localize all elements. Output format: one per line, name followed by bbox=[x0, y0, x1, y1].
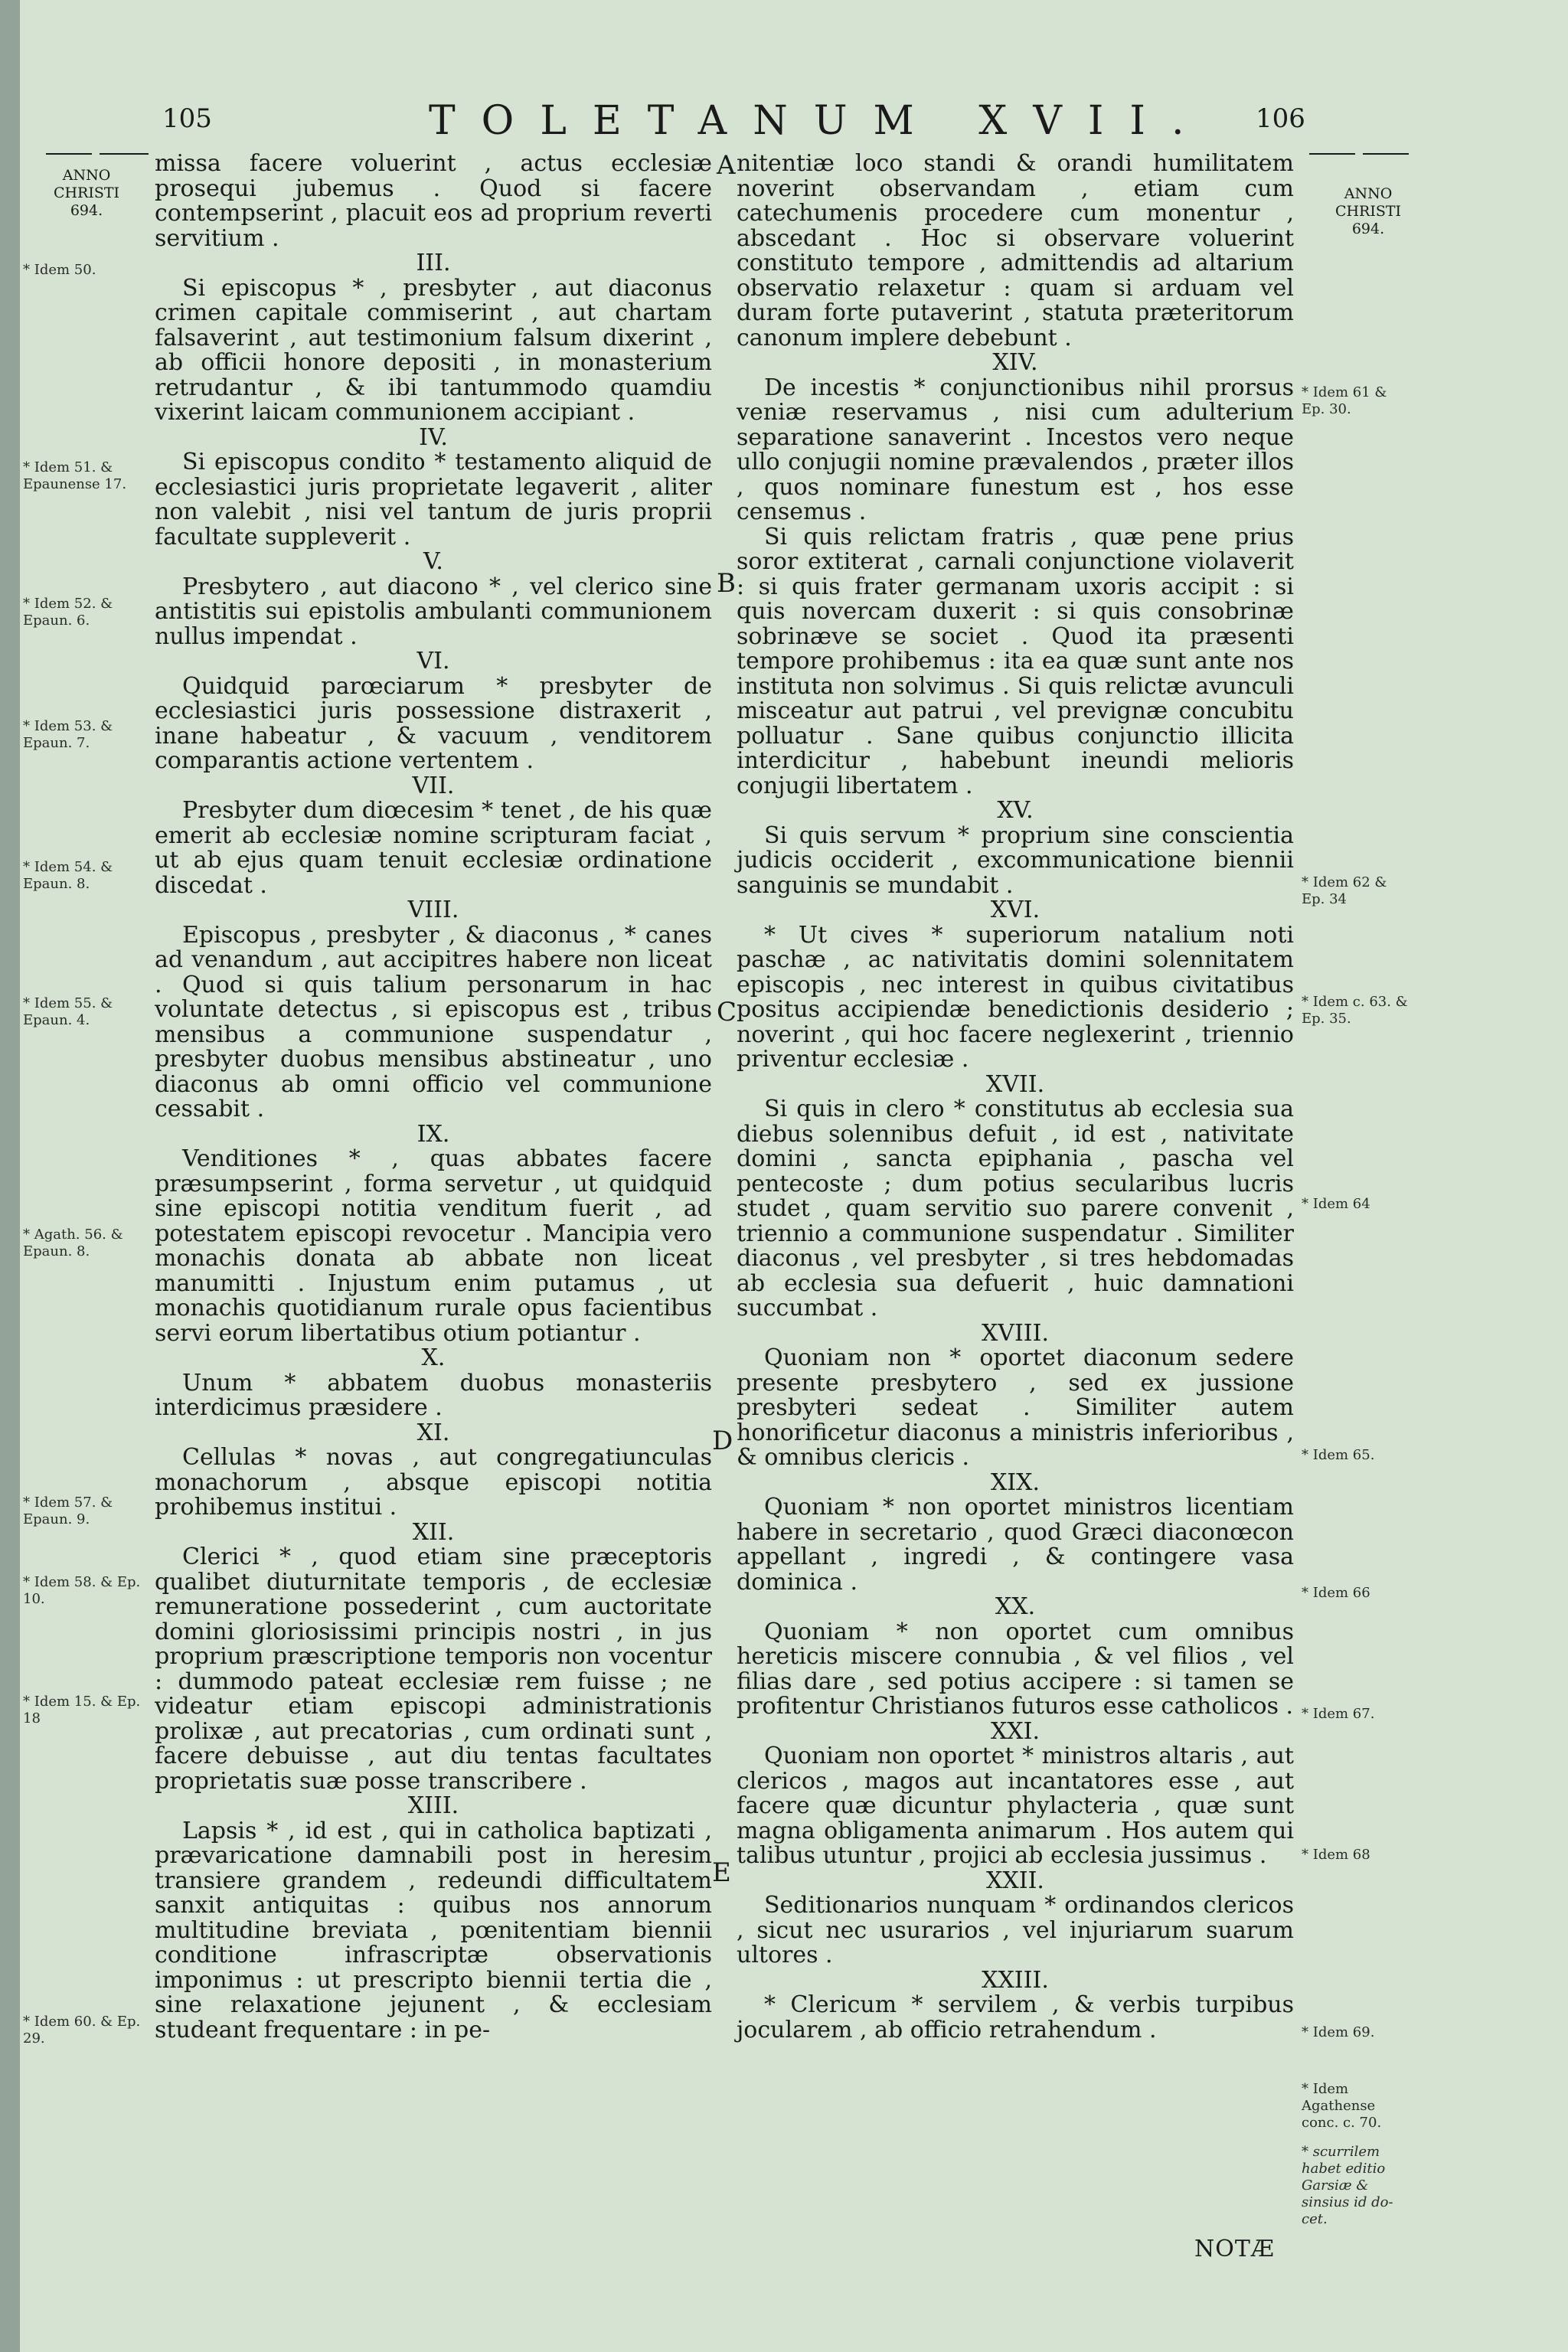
running-title: TOLETANUM XVII. bbox=[429, 98, 1210, 144]
canon-number-21: XXI. bbox=[990, 1717, 1040, 1745]
canon-number-15: XV. bbox=[997, 797, 1034, 824]
canon-20-text: Quoniam * non oportet cum omnibus hereticis miscere connubia , & vel filios , vel filias dare , sed potius accipere : si tamen se profitentur Christianos futuros esse catholicos . bbox=[737, 1618, 1294, 1720]
canon-number-12: XII. bbox=[412, 1518, 455, 1546]
anno-right-line-1: ANNO bbox=[1344, 185, 1393, 202]
rule-left-2 bbox=[100, 153, 149, 155]
right-paragraph-1: nitentiæ loco standi & orandi humilitatem noverint observandam , etiam cum catechumenis procedere cum monentur , abscedant . Hoc si observare voluerint constituto tempore , admittendis ad altarium observatio relaxetur : quam si arduam vel duram forte putaverint , statuta præteritorum canonum implere debebunt . bbox=[737, 150, 1294, 351]
canon-14-text-2: Si quis relictam fratris , quæ pene prius soror extiterat , carnali conjunctione violaverit : si quis frater germanam uxoris accipit : si quis novercam duxerit : si quis consobrinæ sobrinæve se societ . Quod ita præsenti tempore prohibemus : ita ea quæ sunt ante nos instituta non solvimus . Si quis relictæ avunculi misceatur aut patrui , vel prevignæ concubitu polluatur . Sane quibus conjunctio illicita interdicitur , habebunt ineundi melioris conjugii libertatem . bbox=[737, 523, 1294, 799]
canon-3-text: Si episcopus * , presbyter , aut diaconus crimen capitale commiserint , aut chartam falsaverint , aut testimonium falsum dixerint , ab officii honore depositi , in monasterium retrudantur , & ibi tantummodo quamdiu vixerint laicam communionem accipiant . bbox=[155, 274, 712, 426]
canon-4-text: Si episcopus condito * testamento aliquid de ecclesiastici juris proprietate legaverit , aliter non valebit , nisi vel tantum de juris proprii facultate suppleverit . bbox=[155, 449, 712, 550]
anno-left-line-2: CHRISTI bbox=[53, 185, 120, 201]
margin-note-16: * Idem c. 63. & Ep. 35. bbox=[1302, 994, 1408, 1027]
page-number-left: 105 bbox=[162, 103, 212, 134]
page-number-right: 106 bbox=[1256, 103, 1305, 134]
margin-note-18: * Idem 65. bbox=[1302, 1447, 1375, 1463]
margin-note-8: * Idem 55. & Epaun. 4. bbox=[23, 995, 113, 1028]
margin-note-23b: * scurrilem habet editio Garsiæ & sinsius id do- cet. bbox=[1302, 2144, 1393, 2227]
canon-number-13: XIII. bbox=[407, 1792, 459, 1819]
canon-number-11: XI. bbox=[416, 1419, 450, 1446]
right-column bbox=[737, 152, 1294, 2043]
margin-note-23a: * Idem Agathense conc. c. 70. bbox=[1302, 2081, 1382, 2131]
margin-note-20: * Idem 67. bbox=[1302, 1706, 1375, 1722]
canon-22-text: Seditionarios nunquam * ordinandos clericos , sicut nec usurarios , vel injuriarum suarum ultores . bbox=[737, 1892, 1294, 1968]
margin-note-4: * Idem 51. & Epaunense 17. bbox=[23, 459, 127, 492]
canon-8-text: Episcopus , presbyter , & diaconus , * canes ad venandum , aut accipitres habere non liceat . Quod si quis talium personarum in hac voluntate detectus , si episcopus est , tribus mensibus a communione suspendatur , presbyter duobus mensibus abstineatur , uno diaconus ab omni officio vel communione cessabit . bbox=[155, 921, 712, 1122]
canon-number-3: III. bbox=[416, 250, 451, 276]
canon-11-text: Cellulas * novas , aut congregatiunculas monachorum , absque episcopi notitia prohibemus institui . bbox=[155, 1444, 712, 1521]
margin-note-3: * Idem 50. bbox=[23, 262, 96, 278]
rule-left-1 bbox=[46, 153, 92, 155]
canon-14-text: De incestis * conjunctionibus nihil prorsus veniæ reservamus , nisi cum adulterium separatione sanaverint . Incestos vero neque ullo conjugii nomine prævalendos , præter illos , quos nominare funestum est , hos esse censemus . bbox=[737, 374, 1294, 525]
canon-18-text: Quoniam non * oportet diaconum sedere presente presbytero , sed ex jussione presbyteri sedeat . Similiter autem honorificetur diaconus a ministris inferioribus , & omnibus clericis . bbox=[737, 1344, 1294, 1471]
anno-left-line-1: ANNO bbox=[62, 167, 111, 184]
margin-note-11: * Idem 58. & Ep. 10. bbox=[23, 1574, 141, 1607]
canon-number-6: VI. bbox=[416, 648, 450, 675]
margin-note-6: * Idem 53. & Epaun. 7. bbox=[23, 718, 113, 751]
canon-number-16: XVI. bbox=[990, 897, 1040, 923]
anno-right bbox=[1318, 185, 1418, 238]
margin-note-9: * Agath. 56. & Epaun. 8. bbox=[23, 1227, 123, 1259]
margin-note-22: * Idem 69. bbox=[1302, 2024, 1375, 2040]
margin-note-17: * Idem 64 bbox=[1302, 1196, 1370, 1212]
canon-10-text: Unum * abbatem duobus monasteriis interdicimus præsidere . bbox=[155, 1369, 712, 1421]
canon-number-17: XVII. bbox=[985, 1070, 1045, 1098]
canon-number-10: X. bbox=[421, 1344, 446, 1371]
anno-left-line-3: 694. bbox=[70, 202, 103, 219]
anno-right-line-3: 694. bbox=[1351, 220, 1385, 237]
rule-right-2 bbox=[1363, 153, 1409, 155]
canon-23-text: * Clericum * servilem , & verbis turpibus jocularem , ab officio retrahendum . bbox=[737, 1991, 1294, 2043]
canon-16-text: * Ut cives * superiorum natalium noti paschæ , ac nativitatis domini solennitatem episcopis , nec interest in quibus civitatibus positus accipiendæ benedictionis desiderio ; noverint , qui hoc facere neglexerint , triennio priventur ecclesiæ . bbox=[737, 921, 1294, 1073]
canon-number-8: VIII. bbox=[407, 897, 459, 923]
canon-9-text: Venditiones * , quas abbates facere præsumpserint , forma servetur , ut quidquid sine episcopi notitia venditum fuerit , ad potestatem episcopi revocetur . Mancipia vero monachis donata ab abbate non liceat manumitti . Injustum enim putamus , ut monachis quotidianum rurale opus facientibus servi eorum libertatibus otium potiantur . bbox=[155, 1145, 712, 1347]
notes-heading: NOTÆ bbox=[1194, 2236, 1275, 2262]
left-column bbox=[155, 152, 712, 2043]
margin-note-21: * Idem 68 bbox=[1302, 1847, 1370, 1863]
canon-17-text: Si quis in clero * constitutus ab ecclesia sua diebus solennibus defuit , id est , nativitate domini , sancta epiphania , pascha vel pentecoste ; dum potius secularibus lucris studet , quam servitio suo parere convenit , triennio a communione suspendatur . Similiter diaconus , vel presbyter , si tres hebdomadas ab ecclesia sua defuerit , huic damnationi succumbat . bbox=[737, 1096, 1294, 1321]
margin-note-12: * Idem 15. & Ep. 18 bbox=[23, 1694, 141, 1726]
section-letter-c: C bbox=[717, 997, 737, 1027]
section-letter-a: A bbox=[717, 150, 736, 181]
canon-5-text: Presbytero , aut diacono * , vel clerico sine antistitis sui epistolis ambulanti communionem nullus impendat . bbox=[155, 573, 712, 650]
margin-note-14: * Idem 61 & Ep. 30. bbox=[1302, 384, 1387, 417]
anno-right-line-2: CHRISTI bbox=[1334, 203, 1402, 220]
canon-number-7: VII. bbox=[412, 772, 455, 799]
canon-number-5: V. bbox=[423, 548, 443, 575]
canon-number-23: XXIII. bbox=[982, 1966, 1049, 1994]
binding-strip bbox=[0, 0, 20, 2352]
margin-note-19: * Idem 66 bbox=[1302, 1585, 1370, 1601]
section-letter-d: D bbox=[712, 1426, 733, 1456]
canon-19-text: Quoniam * non oportet ministros licentiam habere in secretario , quod Græci diaconœcon appellant , ingredi , & contingere vasa dominica . bbox=[737, 1494, 1294, 1596]
canon-21-text: Quoniam non oportet * ministros altaris , aut clericos , magos aut incantatores esse , aut facere quæ dicuntur phylacteria , quæ sunt magna obligamenta animarum . Hos autem qui talibus utuntur , projici ab ecclesia jussimus . bbox=[737, 1743, 1294, 1869]
canon-number-19: XIX. bbox=[990, 1468, 1040, 1496]
canon-number-20: XX. bbox=[995, 1593, 1036, 1620]
rule-right-1 bbox=[1309, 153, 1355, 155]
canon-number-4: IV. bbox=[419, 423, 448, 451]
canon-7-text: Presbyter dum diœcesim * tenet , de his quæ emerit ab ecclesiæ nomine scripturam faciat , ut ab ejus quam tenuit ecclesiæ ordinatione discedat . bbox=[155, 797, 712, 899]
margin-note-10: * Idem 57. & Epaun. 9. bbox=[23, 1494, 113, 1527]
canon-number-9: IX. bbox=[416, 1120, 450, 1148]
left-paragraph-1: missa facere voluerint , actus ecclesiæ prosequi jubemus . Quod si facere contempserint , placuit eos ad proprium reverti servitium . bbox=[155, 150, 712, 252]
margin-note-5: * Idem 52. & Epaun. 6. bbox=[23, 596, 113, 629]
canon-13-text: Lapsis * , id est , qui in catholica baptizati , prævaricatione damnabili post in heresim transiere grandem , redeundi difficultatem sanxit antiquitas : quibus nos annorum multitudine breviata , pœnitentiam biennii conditione infrascriptæ observationis imponimus : ut prescripto biennii tertia die , sine relaxatione jejunent , & ecclesiam studeant frequentare : in pe- bbox=[155, 1817, 712, 2043]
margin-note-15: * Idem 62 & Ep. 34 bbox=[1302, 874, 1387, 907]
margin-note-13: * Idem 60. & Ep. 29. bbox=[23, 2014, 141, 2047]
canon-12-text: Clerici * , quod etiam sine præceptoris qualibet diuturnitate temporis , de ecclesiæ remuneratione possederint , cum auctoritate domini gloriosissimi principis nostri , in jus proprium præscriptione temporis non vocentur : dummodo pateat ecclesiæ rem fuisse ; ne videatur etiam episcopi administrationis prolixæ , aut precatorias , cum ordinati sunt , facere debuisse , aut diu tentas facultates proprietatis suæ posse transcribere . bbox=[155, 1544, 712, 1795]
section-letter-b: B bbox=[717, 568, 736, 599]
canon-number-14: XIV. bbox=[992, 349, 1038, 376]
canon-number-18: XVIII. bbox=[981, 1319, 1050, 1347]
canon-6-text: Quidquid parœciarum * presbyter de ecclesiastici juris possessione distraxerit , inane habeatur , & vacuum , venditorem comparantis actione vertentem . bbox=[155, 672, 712, 774]
canon-number-22: XXII. bbox=[986, 1867, 1044, 1894]
margin-note-7: * Idem 54. & Epaun. 8. bbox=[23, 859, 113, 892]
section-letter-e: E bbox=[712, 1857, 731, 1888]
canon-15-text: Si quis servum * proprium sine conscientia judicis occiderit , excommunicatione biennii sanguinis se mundabit . bbox=[737, 822, 1294, 899]
anno-left bbox=[37, 167, 136, 220]
